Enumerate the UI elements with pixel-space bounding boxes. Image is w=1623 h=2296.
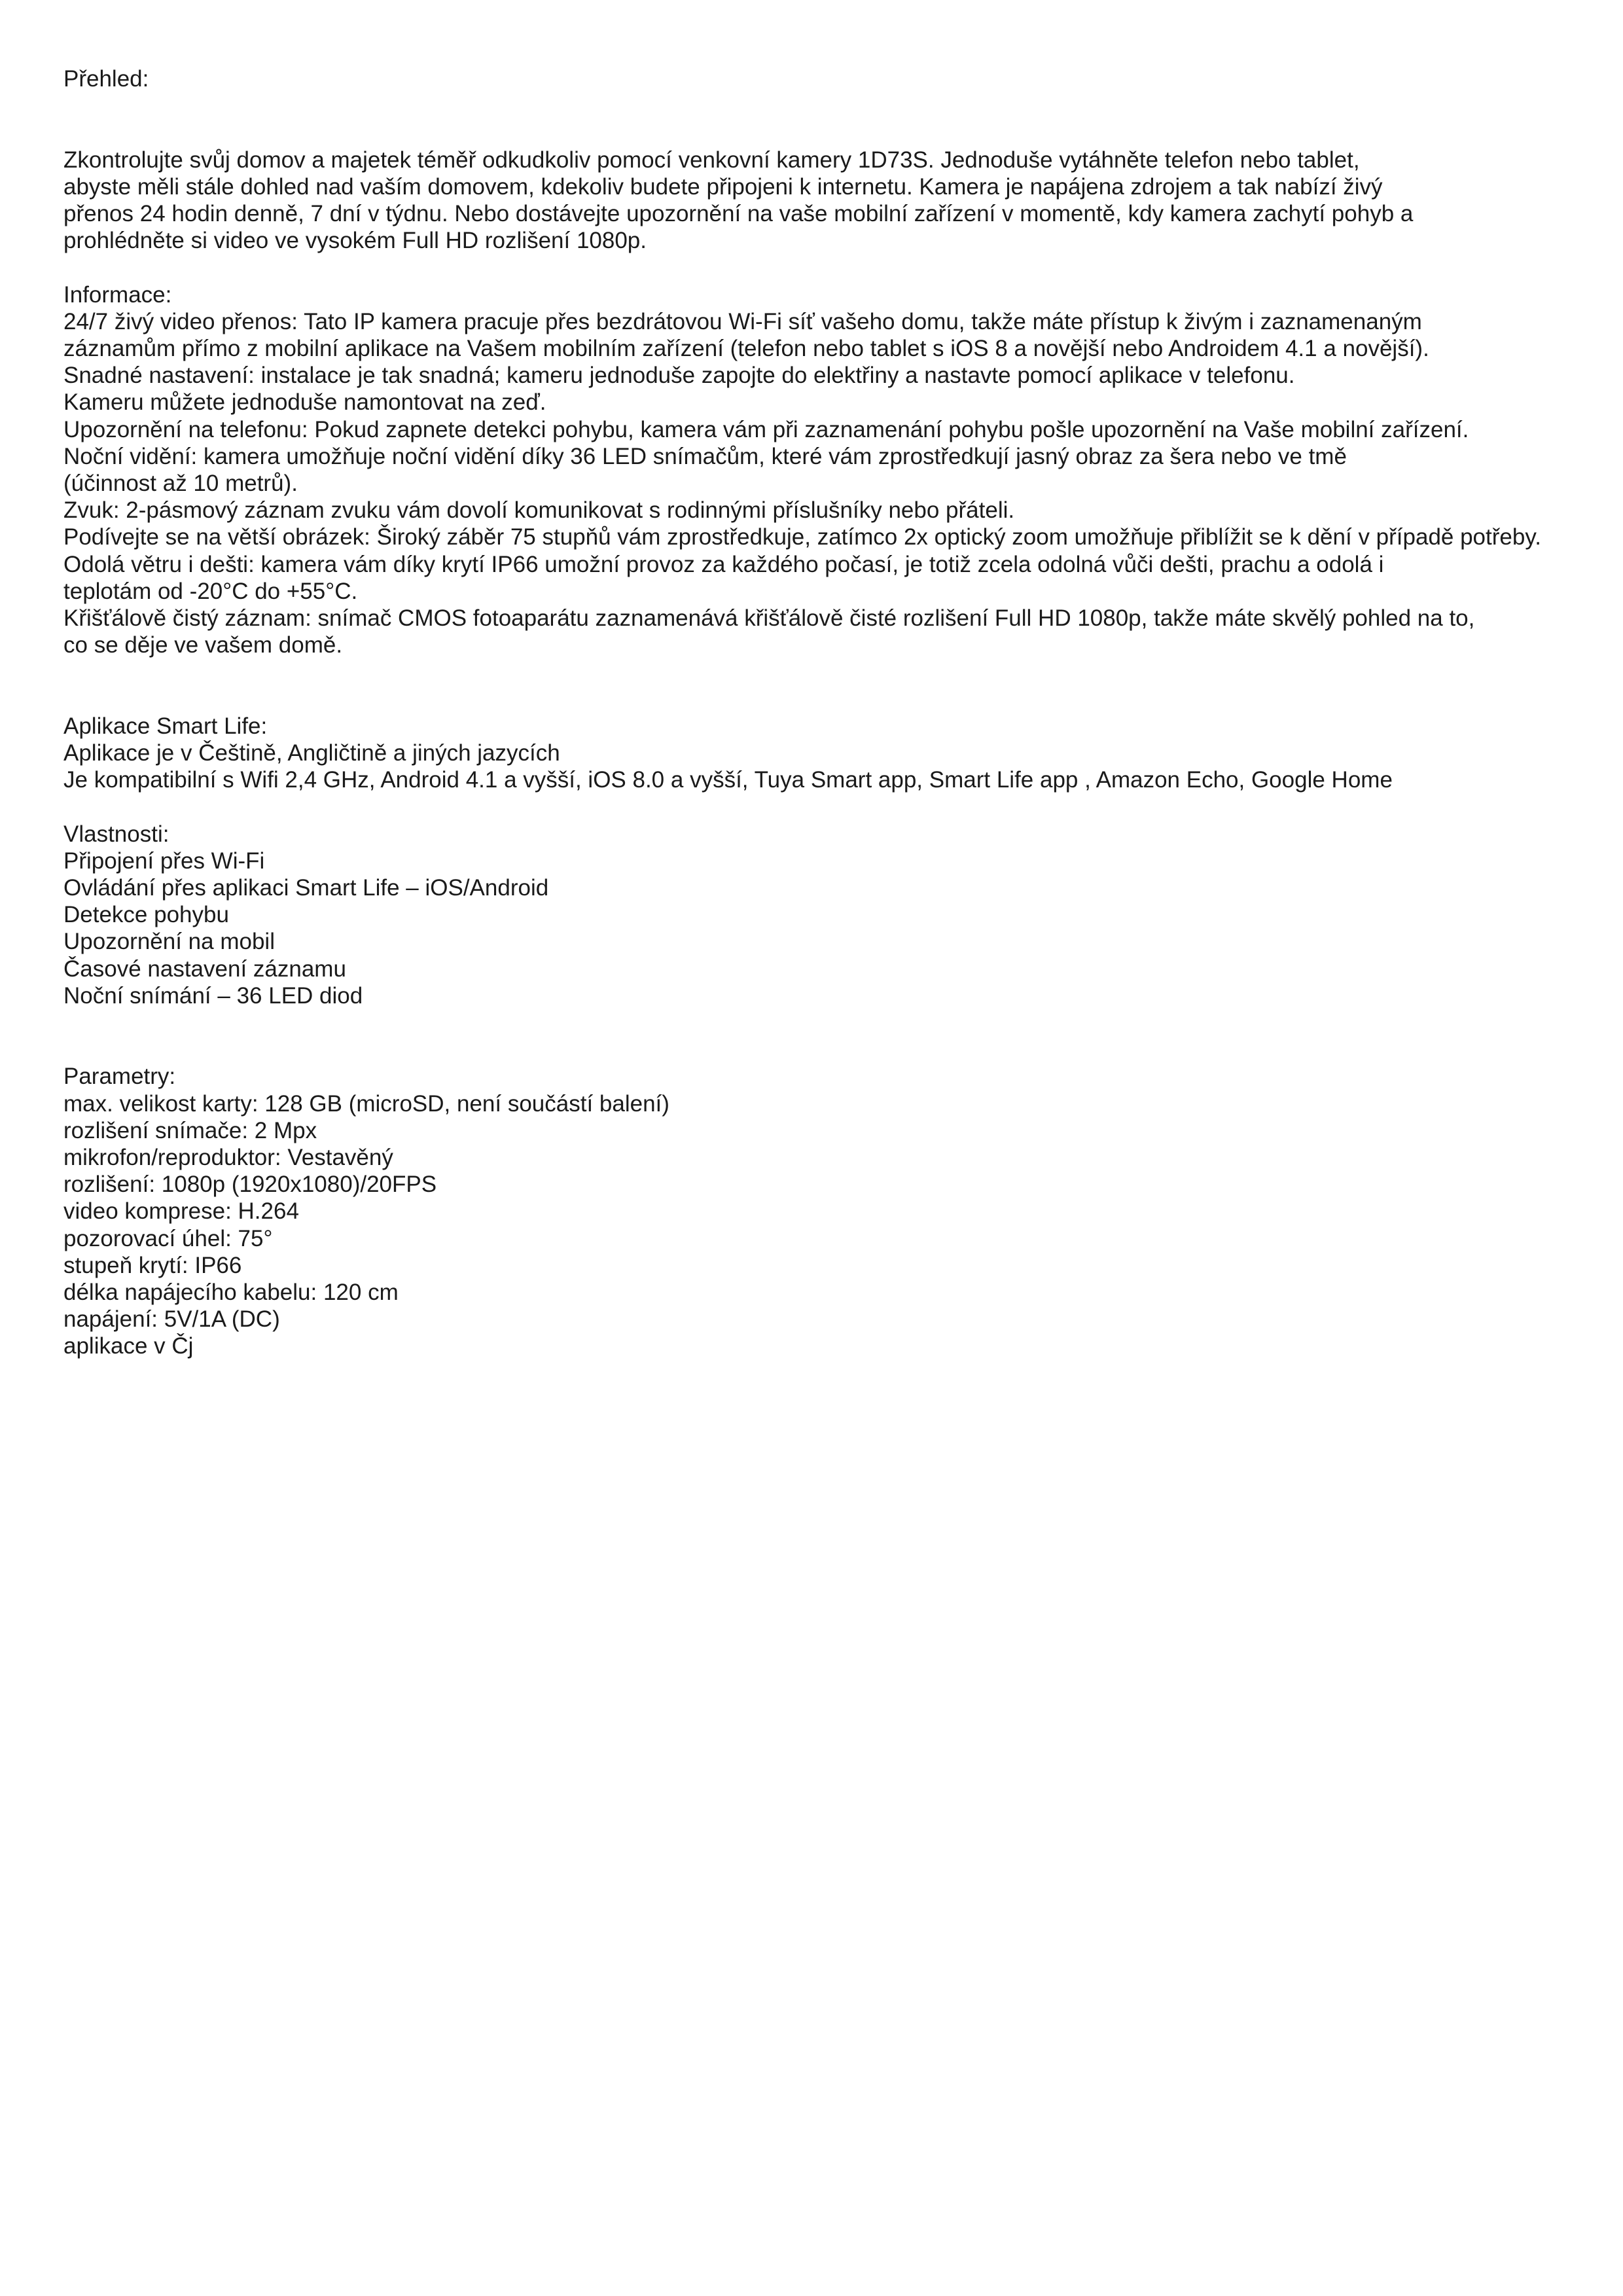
document-page bbox=[63, 65, 1588, 1360]
spacer bbox=[63, 254, 1588, 281]
info-line: Noční vidění: kamera umožňuje noční vidění díky 36 LED snímačům, které vám zprostředkují jasný obraz za šera nebo ve tmě bbox=[63, 443, 1347, 469]
feature-item: Časové nastavení záznamu bbox=[63, 956, 346, 982]
app-heading: Aplikace Smart Life: bbox=[63, 713, 268, 739]
overview-line: prohlédněte si video ve vysokém Full HD rozlišení 1080p. bbox=[63, 228, 647, 254]
features-heading: Vlastnosti: bbox=[63, 821, 169, 847]
info-line: Křišťálově čistý záznam: snímač CMOS fotoaparátu zaznamenává křišťálově čisté rozlišení Full HD 1080p, takže máte skvělý pohled na to, bbox=[63, 605, 1475, 632]
info-line: co se děje ve vašem domě. bbox=[63, 632, 343, 658]
info-line: 24/7 živý video přenos: Tato IP kamera pracuje přes bezdrátovou Wi-Fi síť vašeho domu, takže máte přístup k živým i zaznamenaným bbox=[63, 308, 1422, 334]
params-heading: Parametry: bbox=[63, 1064, 176, 1090]
info-line: Upozornění na telefonu: Pokud zapnete detekci pohybu, kamera vám při zaznamenání pohybu pošle upozornění na Vaše mobilní zařízení. bbox=[63, 416, 1469, 442]
param-item: rozlišení: 1080p (1920x1080)/20FPS bbox=[63, 1172, 437, 1198]
feature-item: Detekce pohybu bbox=[63, 902, 229, 928]
overview-heading: Přehled: bbox=[63, 66, 149, 92]
info-line: teplotám od -20°C do +55°C. bbox=[63, 578, 358, 604]
param-item: pozorovací úhel: 75° bbox=[63, 1225, 273, 1251]
feature-item: Ovládání přes aplikaci Smart Life – iOS/Android bbox=[63, 875, 549, 901]
param-item: video komprese: H.264 bbox=[63, 1198, 299, 1225]
app-line: Je kompatibilní s Wifi 2,4 GHz, Android 4.1 a vyšší, iOS 8.0 a vyšší, Tuya Smart app, Smart Life app , Amazon Echo, Google Home bbox=[63, 767, 1393, 793]
overview-line: Zkontrolujte svůj domov a majetek téměř odkudkoliv pomocí venkovní kamery 1D73S. Jednoduše vytáhněte telefon nebo tablet, bbox=[63, 147, 1360, 173]
overview-line: přenos 24 hodin denně, 7 dní v týdnu. Nebo dostávejte upozornění na vaše mobilní zařízení v momentě, kdy kamera zachytí pohyb a bbox=[63, 201, 1414, 226]
param-item: max. velikost karty: 128 GB (microSD, není součástí balení) bbox=[63, 1090, 669, 1117]
param-item: mikrofon/reproduktor: Vestavěný bbox=[63, 1145, 393, 1171]
info-line: (účinnost až 10 metrů). bbox=[63, 471, 298, 497]
feature-item: Noční snímání – 36 LED diod bbox=[63, 982, 363, 1009]
spacer bbox=[63, 1009, 1588, 1063]
spacer bbox=[63, 658, 1588, 712]
spacer bbox=[63, 92, 1588, 146]
info-line: Snadné nastavení: instalace je tak snadná; kameru jednoduše zapojte do elektřiny a nastavte pomocí aplikace v telefonu. bbox=[63, 363, 1295, 389]
info-line: Zvuk: 2-pásmový záznam zvuku vám dovolí komunikovat s rodinnými příslušníky nebo přáteli. bbox=[63, 497, 1015, 524]
info-line: Kameru můžete jednoduše namontovat na zeď. bbox=[63, 389, 546, 416]
spacer bbox=[63, 793, 1588, 820]
overview-line: abyste měli stále dohled nad vaším domovem, kdekoliv budete připojeni k internetu. Kamera je napájena zdrojem a tak nabízí živý bbox=[63, 173, 1383, 200]
param-item: stupeň krytí: IP66 bbox=[63, 1252, 242, 1278]
info-line: Podívejte se na větší obrázek: Široký záběr 75 stupňů vám zprostředkuje, zatímco 2x optický zoom umožňuje přiblížit se k dění v případě potřeby. bbox=[63, 524, 1541, 550]
feature-item: Připojení přes Wi-Fi bbox=[63, 848, 265, 874]
param-item: délka napájecího kabelu: 120 cm bbox=[63, 1280, 399, 1306]
param-item: rozlišení snímače: 2 Mpx bbox=[63, 1117, 317, 1143]
info-line: záznamům přímo z mobilní aplikace na Vašem mobilním zařízení (telefon nebo tablet s iOS 8 a novější nebo Androidem 4.1 a novější). bbox=[63, 336, 1429, 361]
param-item: napájení: 5V/1A (DC) bbox=[63, 1306, 280, 1333]
param-item: aplikace v Čj bbox=[63, 1333, 194, 1359]
app-line: Aplikace je v Češtině, Angličtině a jiných jazycích bbox=[63, 740, 560, 766]
info-line: Odolá větru i dešti: kamera vám díky krytí IP66 umožní provoz za každého počasí, je totiž zcela odolná vůči dešti, prachu a odolá i bbox=[63, 551, 1384, 577]
feature-item: Upozornění na mobil bbox=[63, 929, 275, 955]
info-heading: Informace: bbox=[63, 281, 172, 308]
